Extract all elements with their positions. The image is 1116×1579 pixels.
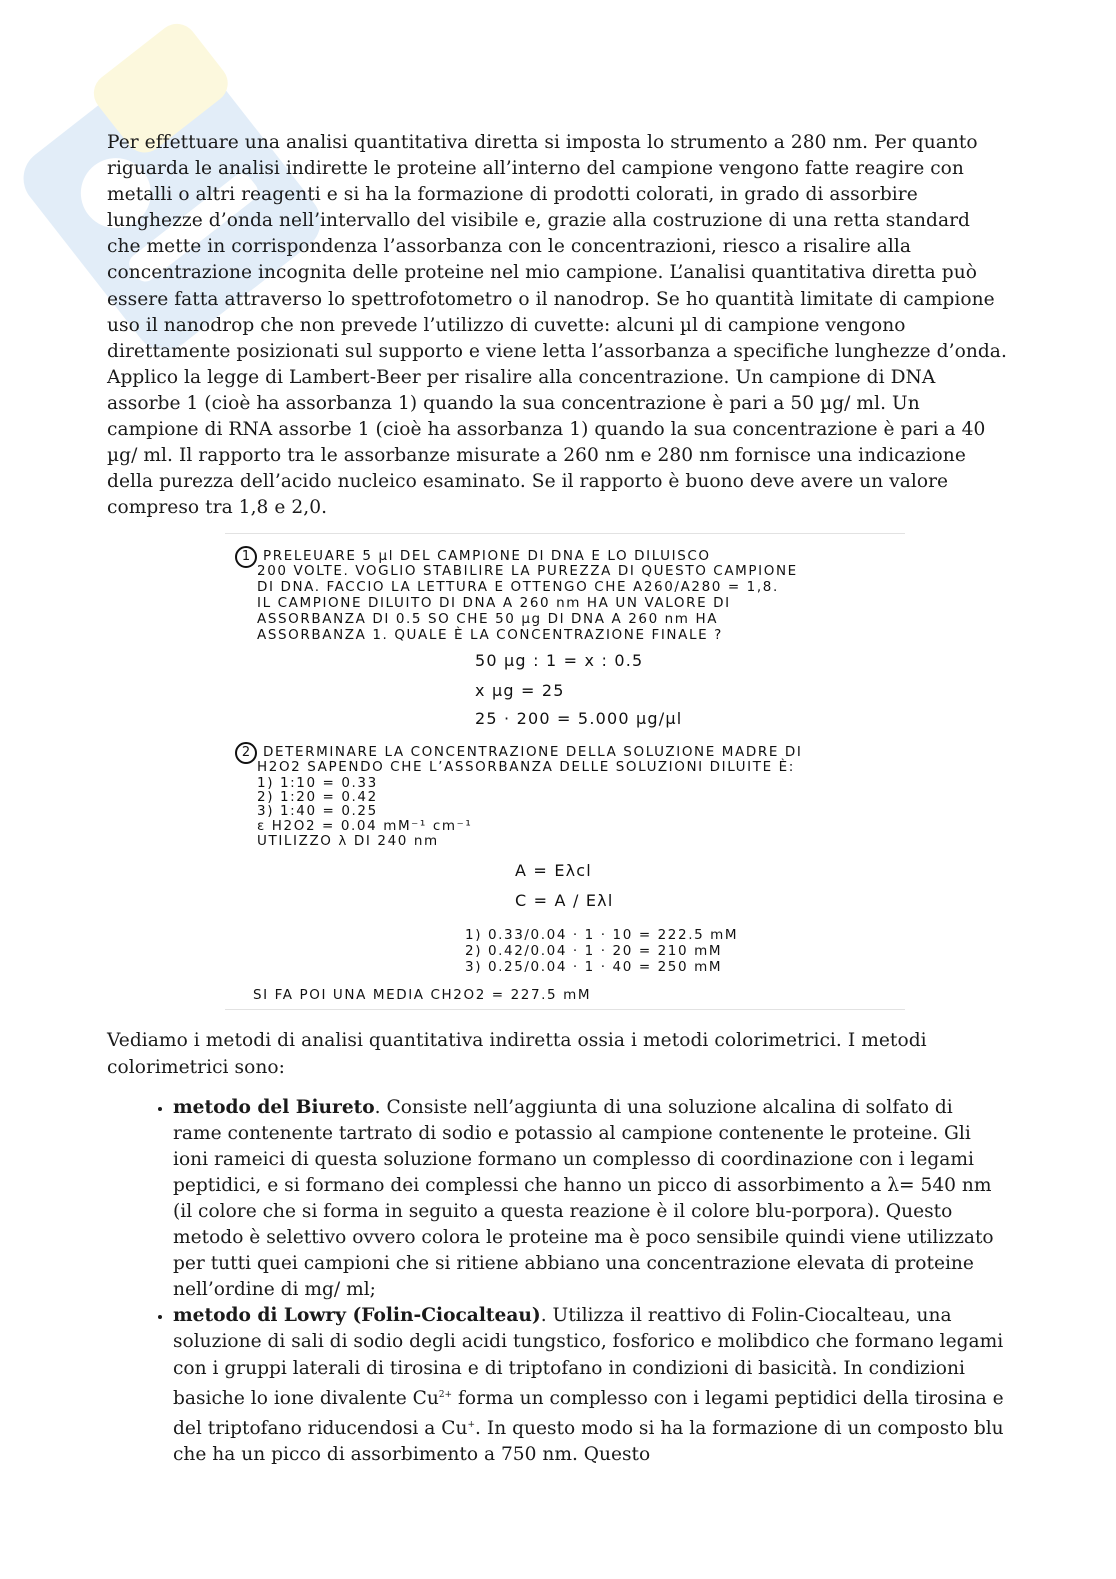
- document-page: [107, 130, 1007, 1468]
- exercise-1-line: 200 VOLTE. VOGLIO STABILIRE LA PUREZZA DI QUESTO CAMPIONE: [257, 563, 798, 580]
- superscript-charge: 2+: [438, 1389, 453, 1400]
- exercise-1-calc: 50 µg : 1 = x : 0.5: [475, 651, 644, 671]
- method-title: metodo di Lowry (Folin-Ciocalteau): [173, 1305, 541, 1327]
- exercise-2-line: 1) 1:10 = 0.33: [257, 775, 378, 792]
- method-text: . Utilizza il reattivo di Folin-Ciocalteau, una soluzione di sali di sodio degli acidi tungstico, fosforico e molibdico che formano legami con i gruppi laterali di tirosina e di triptofano in condizioni di basicità. In condizioni basiche lo ione divalente Cu: [173, 1305, 1004, 1409]
- exercise-2-formula: A = Eλcl: [515, 861, 592, 881]
- exercise-1-number: 1: [235, 546, 257, 568]
- handwritten-notes: [225, 533, 905, 1010]
- second-paragraph: Vediamo i metodi di analisi quantitativa indiretta ossia i metodi colorimetrici. I metodi colorimetrici sono:: [107, 1030, 927, 1078]
- intro-paragraph: Per effettuare una analisi quantitativa diretta si imposta lo strumento a 280 nm. Per quanto riguarda le analisi indirette le proteine all’interno del campione vengono fatte reagire con metalli o altri reagenti e si ha la formazione di prodotti colorati, in grado di assorbire lunghezze d’onda nell’intervallo del visibile e, grazie alla costruzione di una retta standard che mette in corrispondenza l’assorbanza con le concentrazioni, riesco a risalire alla concentrazione incognita delle proteine nel mio campione. L’analisi quantitativa diretta può essere fatta attraverso lo spettrofotometro o il nanodrop. Se ho quantità limitate di campione uso il nanodrop che non prevede l’utilizzo di cuvette: alcuni µl di campione vengono direttamente posizionati sul supporto e viene letta l’assorbanza a specifiche lunghezze d’onda. Applico la legge di Lambert-Beer per risalire alla concentrazione. Un campione di DNA assorbe 1 (cioè ha assorbanza 1) quando la sua concentrazione è pari a 50 µg/ ml. Un campione di RNA assorbe 1 (cioè ha assorbanza 1) quando la sua concentrazione è pari a 40 µg/ ml. Il rapporto tra le assorbanze misurate a 260 nm e 280 nm fornisce una indicazione della purezza dell’acido nucleico esaminato. Se il rapporto è buono deve avere un valore compreso tra 1,8 e 2,0.: [107, 132, 1007, 519]
- exercise-2-result: 1) 0.33/0.04 · 1 · 10 = 222.5 mM: [465, 927, 739, 944]
- methods-list: [107, 1095, 1007, 1469]
- exercise-1-line: PRELEUARE 5 µl DEL CAMPIONE DI DNA E LO DILUISCO: [263, 548, 711, 565]
- exercise-2-result: 3) 0.25/0.04 · 1 · 40 = 250 mM: [465, 959, 723, 976]
- method-text: . In questo modo si ha la formazione di un composto blu che ha un picco di assorbimento a 750 nm. Questo: [173, 1418, 1004, 1466]
- exercise-2-line: UTILIZZO λ DI 240 nm: [257, 833, 439, 850]
- exercise-2-number: 2: [235, 742, 257, 764]
- exercise-1-line: DI DNA. FACCIO LA LETTURA E OTTENGO CHE A260/A280 = 1,8.: [257, 579, 779, 596]
- exercise-1-line: IL CAMPIONE DILUITO DI DNA A 260 nm HA UN VALORE DI: [257, 595, 731, 612]
- list-item-lowry: [173, 1303, 1007, 1468]
- exercise-1-line: ASSORBANZA DI 0.5 SO CHE 50 µg DI DNA A 260 nm HA: [257, 611, 719, 628]
- method-text: forma un complesso con i legami peptidici della tirosina e del triptofano riducendosi a Cu: [173, 1387, 1004, 1440]
- method-text: . Consiste nell’aggiunta di una soluzione alcalina di solfato di rame contenente tartrato di sodio e potassio al campione contenente le proteine. Gli ioni rameici di questa soluzione formano un complesso di coordinazione con i legami peptidici, e si formano dei complessi che hanno un picco di assorbimento a λ= 540 nm (il colore che si forma in seguito a questa reazione è il colore blu-porpora). Questo metodo è selettivo ovvero colora le proteine ma è poco sensibile quindi viene utilizzato per tutti quei campioni che si ritiene abbiano una concentrazione elevata di proteine nell’ordine di mg/ ml;: [173, 1096, 994, 1301]
- exercise-1-calc: x µg = 25: [475, 681, 565, 701]
- exercise-2-final: SI FA POI UNA MEDIA CH2O2 = 227.5 mM: [253, 987, 592, 1004]
- list-item-biureto: [173, 1095, 1007, 1304]
- exercise-2-line: DETERMINARE LA CONCENTRAZIONE DELLA SOLUZIONE MADRE DI: [263, 744, 803, 761]
- exercise-2-result: 2) 0.42/0.04 · 1 · 20 = 210 mM: [465, 943, 723, 960]
- method-title: metodo del Biureto: [173, 1096, 375, 1118]
- exercise-2-line: 2) 1:20 = 0.42: [257, 789, 378, 806]
- exercise-2-line: H2O2 SAPENDO CHE L’ASSORBANZA DELLE SOLUZIONI DILUITE È:: [257, 759, 795, 776]
- exercise-2-line: 3) 1:40 = 0.25: [257, 803, 378, 820]
- superscript-charge: +: [467, 1419, 476, 1430]
- exercise-1-line: ASSORBANZA 1. QUALE È LA CONCENTRAZIONE FINALE ?: [257, 627, 723, 644]
- exercise-2-line: ε H2O2 = 0.04 mM⁻¹ cm⁻¹: [257, 818, 473, 835]
- exercise-1-calc: 25 · 200 = 5.000 µg/µl: [475, 709, 683, 729]
- exercise-2-formula: C = A / Eλl: [515, 891, 614, 911]
